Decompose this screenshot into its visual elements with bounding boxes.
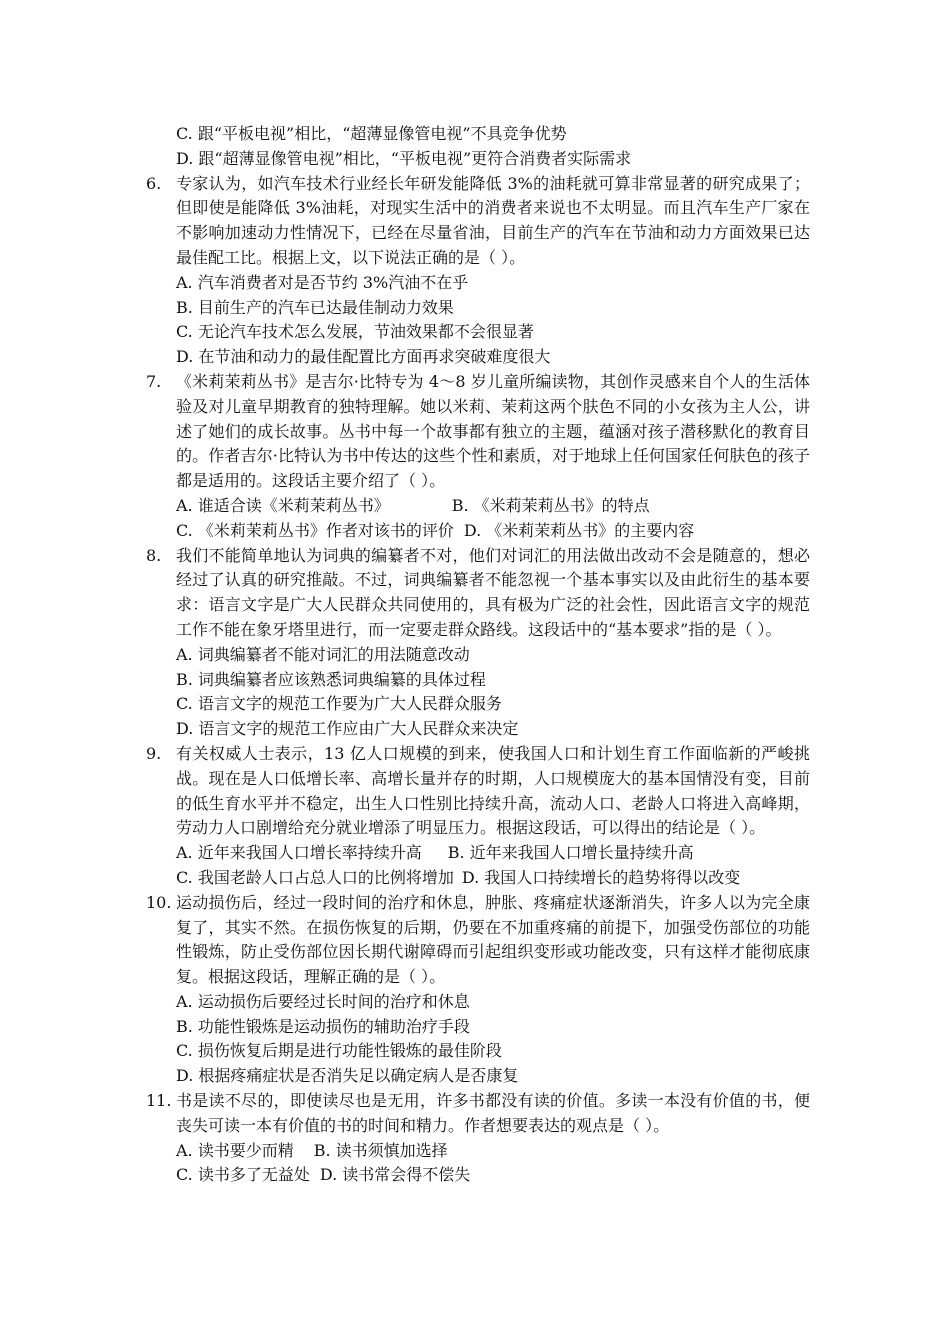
question-number: 8. <box>146 545 162 565</box>
option-row <box>176 519 810 544</box>
option-b: B. 功能性锻炼是运动损伤的辅助治疗手段 <box>176 1016 470 1036</box>
option-c: C. 语言文字的规范工作要为广大人民群众服务 <box>176 694 502 714</box>
question-stem: 我们不能简单地认为词典的编纂者不对，他们对词汇的用法做出改动不会是随意的，想必经过了认真的研究推敲。不过，词典编纂者不能忽视一个基本事实以及由此衍生的基本要求：语言文字是广大人民群众共同使用的，具有极为广泛的社会性，因此语言文字的规范工作不能在象牙塔里进行，而一定要走群众路线。这段话中的“基本要求”指的是（ ）。 <box>176 545 810 639</box>
option-d: D. 我国人口持续增长的趋势将得以改变 <box>461 867 741 887</box>
option-row <box>176 1139 810 1164</box>
option-a: A. 读书要少而精 <box>176 1140 294 1160</box>
question-number: 7. <box>146 371 162 391</box>
option-row <box>176 866 810 891</box>
option-a: A. 运动损伤后要经过长时间的治疗和休息 <box>176 991 470 1011</box>
option-b: B. 《米莉茉莉丛书》的特点 <box>451 495 650 515</box>
question-stem: 专家认为，如汽车技术行业经长年研发能降低 3%的油耗就可算非常显著的研究成果了；但即使是能降低 3%油耗，对现实生活中的消费者来说也不太明显。而且汽车生产厂家在不影响加速动力性情况下，已经在尽量省油，目前生产的汽车在节油和动力方面效果已达最佳配工比。根据上文，以下说法正确的是（ ）。 <box>176 173 810 267</box>
question-9 <box>146 742 810 841</box>
prev-option-d: D. 跟“超薄显像管电视”相比，“平板电视”更符合消费者实际需求 <box>176 148 632 168</box>
prev-option-c: C. 跟“平板电视”相比，“超薄显像管电视”不具竞争优势 <box>176 124 567 143</box>
option-b: B. 词典编纂者应该熟悉词典编纂的具体过程 <box>176 669 486 689</box>
question-stem: 运动损伤后，经过一段时间的治疗和休息，肿胀、疼痛症状逐渐消失，许多人以为完全康复了，其实不然。在损伤恢复的后期，仍要在不加重疼痛的前提下，加强受伤部位的功能性锻炼，防止受伤部位因长期代谢障碍而引起组织变形或功能改变，只有这样才能彻底康复。根据这段话，理解正确的是（ ）。 <box>176 892 810 987</box>
question-7 <box>146 370 810 494</box>
page-content <box>146 122 810 1188</box>
option-c: C. 读书多了无益处 <box>176 1165 310 1185</box>
question-8 <box>146 544 810 643</box>
option-d: D. 读书常会得不偿失 <box>319 1165 471 1185</box>
option-c: C. 我国老龄人口占总人口的比例将增加 <box>176 867 454 887</box>
question-11 <box>146 1089 810 1139</box>
question-stem: 《米莉茉莉丛书》是吉尔·比特专为 4～8 岁儿童所编读物，其创作灵感来自个人的生活体验及对儿童早期教育的独特理解。她以米莉、茉莉这两个肤色不同的小女孩为主人公，讲述了她们的成长故事。丛书中每一个故事都有独立的主题，蕴涵对孩子潜移默化的教育目的。作者吉尔·比特认为书中传达的这些个性和素质，对于地球上任何国家任何肤色的孩子都是适用的。这段话主要介绍了（ ）。 <box>176 371 810 491</box>
option-a: A. 汽车消费者对是否节约 3%汽油不在乎 <box>176 272 469 292</box>
option-row <box>176 841 810 866</box>
option-c: C. 《米莉茉莉丛书》作者对该书的评价 <box>176 520 454 540</box>
question-stem: 有关权威人士表示，13 亿人口规模的到来，使我国人口和计划生育工作面临新的严峻挑战。现在是人口低增长率、高增长量并存的时期，人口规模庞大的基本国情没有变，目前的低生育水平并不稳定，出生人口性别比持续升高，流动人口、老龄人口将进入高峰期，劳动力人口剧增给充分就业增添了明显压力。根据这段话，可以得出的结论是（ ）。 <box>176 743 810 838</box>
option-a: A. 近年来我国人口增长率持续升高 <box>176 843 422 863</box>
option-d: D. 《米莉茉莉丛书》的主要内容 <box>463 520 695 540</box>
option-a: A. 谁适合读《米莉茉莉丛书》 <box>176 495 390 515</box>
option-c: C. 损伤恢复后期是进行功能性锻炼的最佳阶段 <box>176 1041 502 1061</box>
option-b: B. 近年来我国人口增长量持续升高 <box>447 843 694 863</box>
question-number: 9. <box>146 743 162 763</box>
question-stem: 书是读不尽的，即使读尽也是无用，许多书都没有读的价值。多读一本没有价值的书，便丧失可读一本有价值的书的时间和精力。作者想要表达的观点是（ ）。 <box>176 1091 810 1135</box>
question-number: 6. <box>146 173 162 193</box>
option-d: D. 根据疼痛症状是否消失足以确定病人是否康复 <box>176 1066 519 1086</box>
option-b: B. 目前生产的汽车已达最佳制动力效果 <box>176 297 454 317</box>
option-d: D. 语言文字的规范工作应由广大人民群众来决定 <box>176 719 519 739</box>
option-row <box>176 1163 810 1188</box>
option-row <box>176 494 810 519</box>
option-b: B. 读书须慎加选择 <box>313 1140 448 1160</box>
option-d: D. 在节油和动力的最佳配置比方面再求突破难度很大 <box>176 347 551 367</box>
option-a: A. 词典编纂者不能对词汇的用法随意改动 <box>176 644 470 664</box>
question-number: 11. <box>146 1091 172 1111</box>
question-10 <box>146 891 810 990</box>
option-c: C. 无论汽车技术怎么发展，节油效果都不会很显著 <box>176 322 534 342</box>
question-6 <box>146 172 810 271</box>
question-number: 10. <box>146 892 172 912</box>
